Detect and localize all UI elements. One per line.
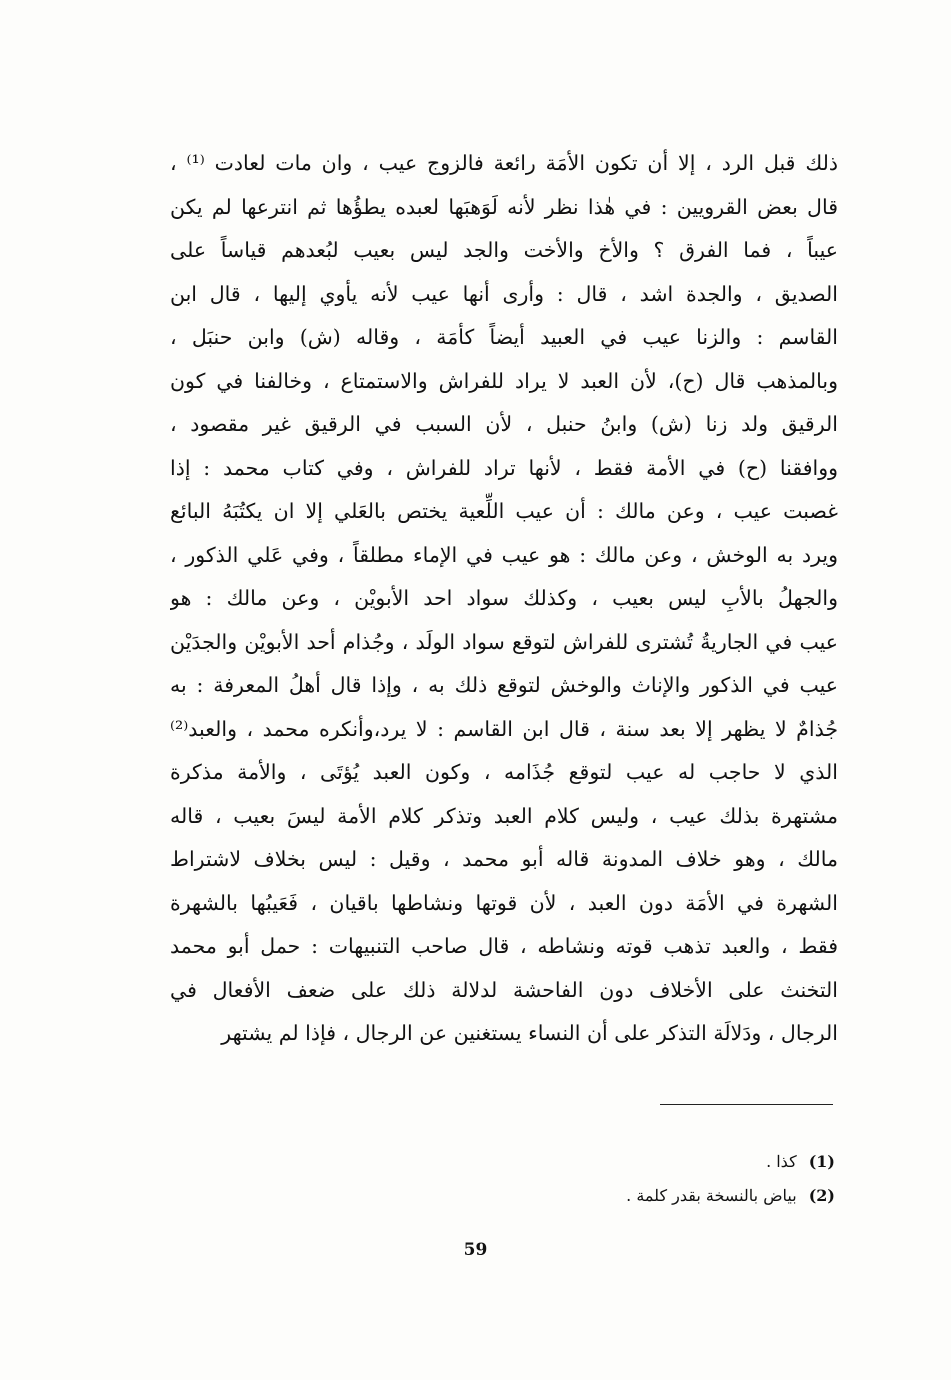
text-line: التخنث على الأخلاف دون الفاحشة لدلالة ذلك على ضعف الأفعال في — [170, 977, 838, 1002]
footnote-2 — [480, 1179, 835, 1213]
text-line: الذي لا حاجب له عيب لتوقع جُذَامه ، وكون العبد يُؤتَى ، والأمة مذكرة — [170, 760, 838, 784]
text-line: مالك ، وهو خلاف المدونة قاله أبو محمد ، وقيل : ليس بخلاف لاشتراط — [170, 847, 838, 871]
text-line: القاسم : والزنا عيب في العبيد أيضاً كأمَة ، وقاله (ش) وابن حنبَل ، — [170, 325, 838, 349]
footnote-separator — [660, 1104, 833, 1105]
footnotes — [480, 1145, 835, 1213]
text-line: غصبت عيب ، وعن مالك : أن عيب اللِّعية يختص بالعَلي إلا ان يكتُبَهُ البائع — [170, 499, 838, 523]
text-line: قال بعض القرويين : في هٰذا نظر لأنه لَوَهبَها لعبده يطؤُها ثم انترعها لم يكن — [170, 194, 838, 219]
text-line: فقط ، والعبد تذهب قوته ونشاطه ، قال صاحب التنبيهات : حمل أبو محمد — [170, 934, 838, 958]
text-line: والجهلُ بالأبِ ليس بعيب ، وكذلك سواد احد الأبويْن ، وعن مالك : هو — [170, 586, 838, 610]
page-number: 59 — [463, 1240, 488, 1260]
text-line: وبالمذهب قال (ح)، لأن العبد لا يراد للفراش والاستمتاع ، وخالفنا في كون — [170, 368, 838, 393]
text-line: ذلك قبل الرد ، إلا أن تكون الأمَة رائعة فالزوج عيب ، وان مات لعادت ⁽¹⁾ ، — [170, 151, 838, 175]
text-line: ويرد به الوخش ، وعن مالك : هو عيب في الإماء مطلقاً ، وفي عَلي الذكور ، — [170, 542, 838, 567]
footnote-text: كذا . — [766, 1152, 797, 1171]
footnote-number: (1) — [808, 1152, 835, 1171]
text-line: الصديق ، والجدة اشد ، قال : وأرى أنها عيب لأنه يأوي إليها ، قال ابن — [170, 281, 838, 306]
footnote-text: بياض بالنسخة بقدر كلمة . — [626, 1186, 797, 1205]
text-line: عيباً ، فما الفرق ؟ والأخ والأخت والجد ليس بعيب لبُعدهم قياساً على — [170, 238, 838, 262]
text-line: عيب في الجاريةُ تُشترى للفراش لتوقع سواد الولَد ، وجُذام أحد الأبويْن والجدَيْن — [170, 629, 838, 654]
text-line: الشهرة في الأمَة دون العبد ، لأن قوتها ونشاطها باقيان ، فَعَيبُها بالشهرة — [170, 890, 838, 915]
footnote-number: (2) — [808, 1186, 835, 1205]
text-line: الرجال ، ودَلالَة التذكر على أن النساء يستغنين عن الرجال ، فإذا لم يشتهر — [221, 1021, 838, 1045]
text-line: عيب في الذكور والإناث والوخش لتوقع ذلك به ، وإذا قال أهلُ المعرفة : به — [170, 673, 838, 697]
text-line: جُذامٌ لا يظهر إلا بعد سنة ، قال ابن القاسم : لا يرد،وأنكره محمد ، والعبد⁽²⁾ — [170, 716, 838, 741]
text-line: مشتهرة بذلك عيب ، وليس كلام العبد وتذكر كلام الأمة ليسَ بعيب ، قاله — [170, 803, 838, 828]
text-line: الرقيق ولد زنا (ش) وابنُ حنبل ، لأن السبب في الرقيق غير مقصود ، — [170, 412, 838, 436]
main-text — [170, 142, 838, 1056]
footnote-1 — [480, 1145, 835, 1179]
text-line: ووافقنا (ح) في الأمة فقط ، لأنها تراد للفراش ، وفي كتاب محمد : إذا — [170, 455, 838, 480]
